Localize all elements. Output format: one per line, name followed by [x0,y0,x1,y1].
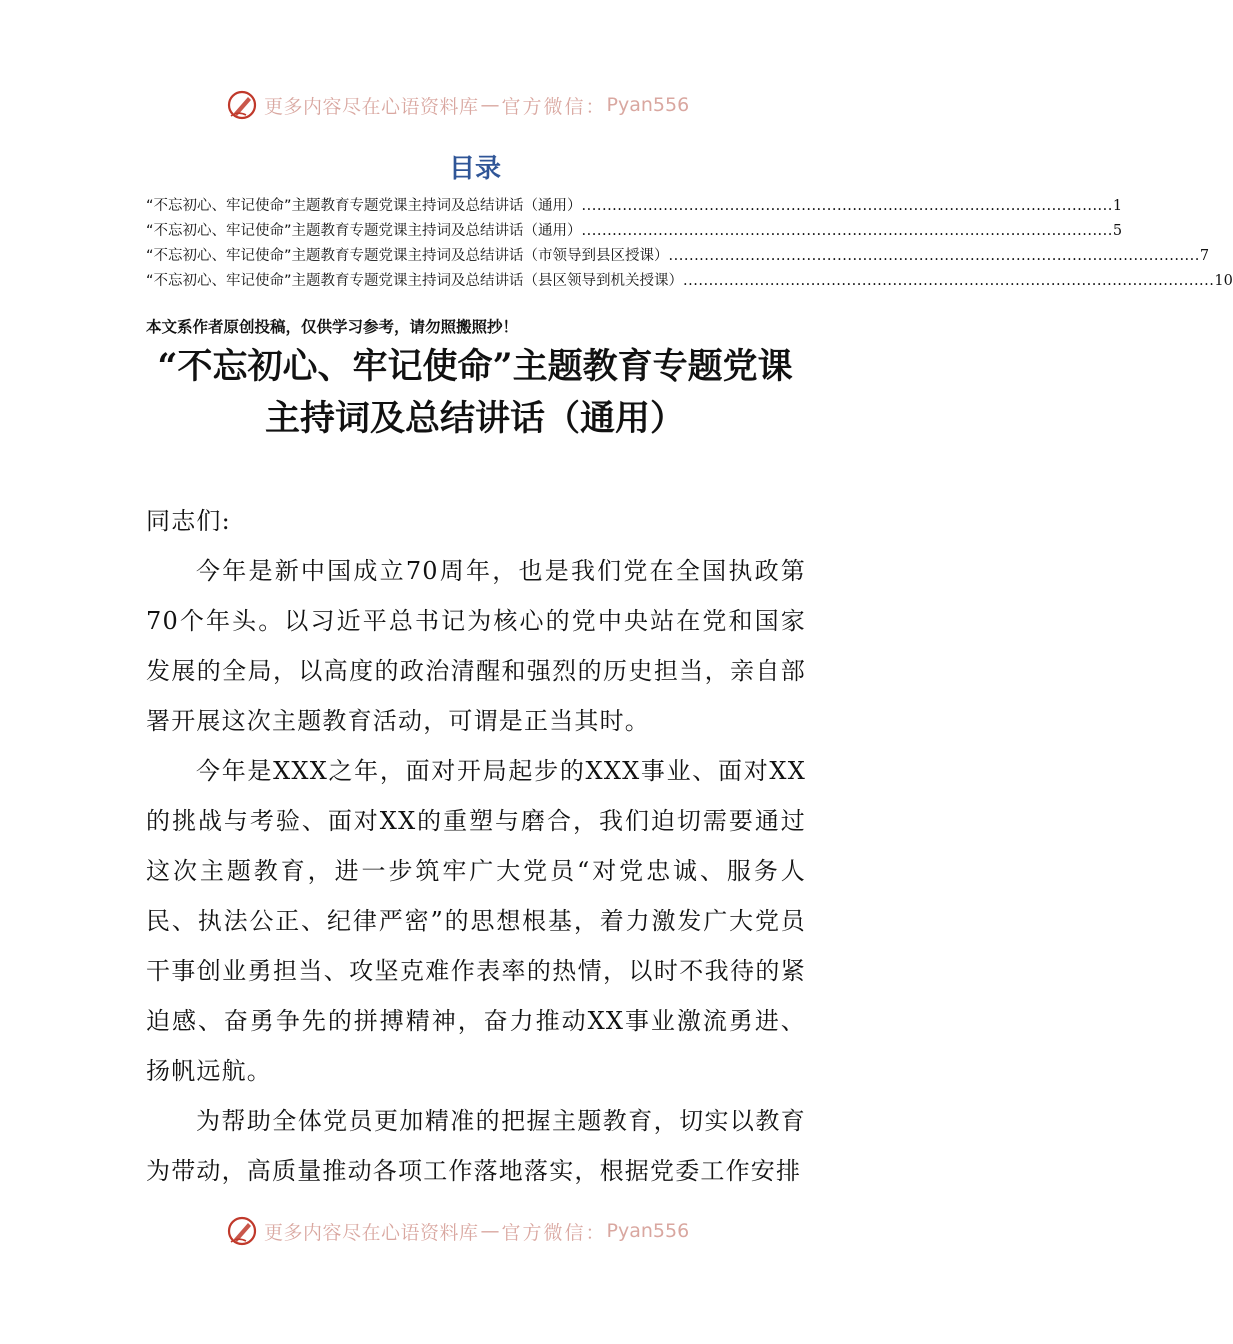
table-of-contents [146,194,1233,294]
footer-watermark-banner [0,1210,950,1250]
body-paragraph: 为帮助全体党员更加精准的把握主题教育，切实以教育为带动，高质量推动各项工作落地落实，根据党委工作安排 [146,1107,806,1185]
toc-entry[interactable] [146,219,1123,244]
toc-leader-dots: ........................................................................................................ [581,198,1113,214]
document-title [0,341,950,445]
toc-entry[interactable] [146,244,1210,269]
copyright-notice: 本文系作者原创投稿，仅供学习参考，请勿照搬照抄！ [146,317,519,336]
toc-entry-text: “不忘初心、牢记使命”主题教育专题党课主持词及总结讲话（通用） [146,198,582,214]
banner-dash: — [480,1220,500,1242]
toc-entry-text: “不忘初心、牢记使命”主题教育专题党课主持词及总结讲话（通用） [146,223,582,239]
toc-entry-page: 7 [1199,248,1210,264]
banner-text: 更多内容尽在心语资料库 [264,1221,479,1244]
banner-wechat-label: 官方微信： [501,1221,607,1244]
pen-logo-icon [226,89,258,121]
body-paragraph: 今年是XXX之年，面对开局起步的XXX事业、面对XX的挑战与考验、面对XX的重塑与磨合，我们迫切需要通过这次主题教育，进一步筑牢广大党员“对党忠诚、服务人民、执法公正、纪律严密”的思想根基，着力激发广大党员干事创业勇担当、攻坚克难作表率的热情，以时不我待的紧迫感、奋勇争先的拼搏精神，奋力推动XX事业激流勇进、扬帆远航。 [146,757,806,1085]
document-body [146,496,806,1196]
toc-leader-dots: ........................................................................................................ [581,223,1113,239]
toc-entry-page: 10 [1214,273,1233,289]
banner-wechat-id: Pyan556 [606,1220,690,1242]
toc-entry-text: “不忘初心、牢记使命”主题教育专题党课主持词及总结讲话（县区领导到机关授课） [146,273,684,289]
banner-wechat-id: Pyan556 [606,94,690,116]
banner-wechat-label: 官方微信： [501,95,607,118]
toc-entry[interactable] [146,269,1233,294]
salutation: 同志们: [146,507,231,535]
toc-entry-page: 5 [1112,223,1123,239]
toc-entry-page: 1 [1112,198,1123,214]
banner-text: 更多内容尽在心语资料库 [264,95,479,118]
body-paragraph: 今年是新中国成立70周年，也是我们党在全国执政第70个年头。以习近平总书记为核心的党中央站在党和国家发展的全局，以高度的政治清醒和强烈的历史担当，亲自部署开展这次主题教育活动，可谓是正当其时。 [146,557,806,735]
pen-logo-icon [226,1215,258,1247]
toc-entry-text: “不忘初心、牢记使命”主题教育专题党课主持词及总结讲话（市领导到县区授课） [146,248,669,264]
toc-leader-dots: ........................................................................................................ [668,248,1200,264]
header-watermark-banner [0,84,950,124]
title-line-2: 主持词及总结讲话（通用） [264,398,685,439]
toc-leader-dots: ........................................................................................................ [683,273,1215,289]
banner-dash: — [480,94,500,116]
toc-entry[interactable] [146,194,1123,219]
toc-title: 目录 [448,154,501,184]
title-line-1: “不忘初心、牢记使命”主题教育专题党课 [157,346,793,387]
